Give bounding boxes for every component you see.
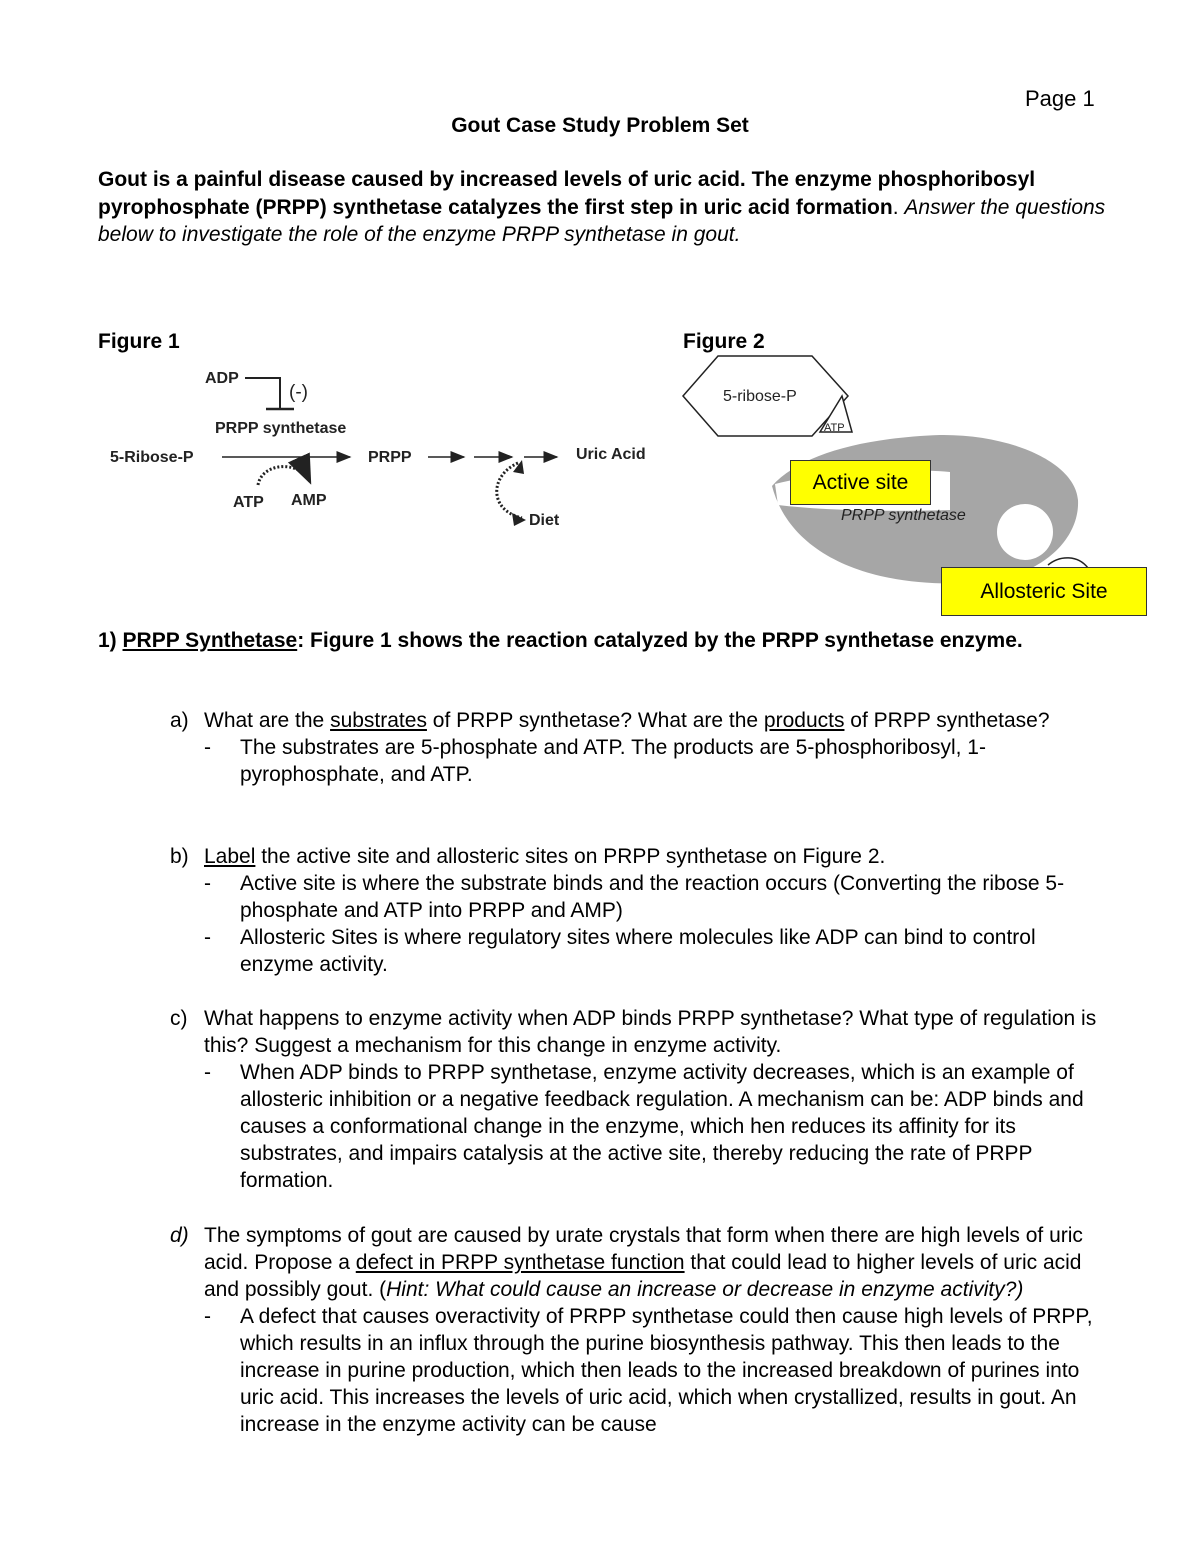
question-a	[170, 707, 1110, 788]
page-number: Page 1	[1025, 86, 1095, 111]
question-c-letter: c)	[170, 1007, 188, 1030]
question-d-defect: defect in PRPP synthetase function	[355, 1251, 685, 1274]
amp-label: AMP	[291, 492, 327, 509]
section-1-title: PRPP Synthetase	[122, 629, 298, 652]
enzyme-body-label: PRPP synthetase	[841, 507, 966, 524]
substrate-label: 5-Ribose-P	[110, 449, 194, 466]
intro-bold-text: Gout is a painful disease caused by increased levels of uric acid. The enzyme phosphoribosyl pyrophosphate (PRPP) synthetase catalyzes the first step in uric acid formation	[98, 168, 1036, 219]
answer-b-1: - Active site is where the substrate binds and the reaction occurs (Converting the ribose 5-phosphate and ATP into PRPP and AMP)	[204, 872, 1065, 922]
question-d	[170, 1222, 1110, 1438]
active-site-label-box: Active site	[790, 460, 931, 505]
answer-c-text: When ADP binds to PRPP synthetase, enzyme activity decreases, which is an example of allosteric inhibition or a negative feedback regulation. A mechanism can be: ADP binds and causes a conformational change in the enzyme, which hen reduces its affinity for its substrates, and impairs catalysis at the active site, thereby reducing the rate of PRPP formation.	[240, 1061, 1084, 1192]
intro-dot: .	[892, 195, 899, 219]
inhibition-line	[245, 378, 280, 408]
question-b	[170, 843, 1110, 978]
figure-2-label: Figure 2	[683, 330, 765, 353]
inhibition-sign: (-)	[289, 382, 308, 403]
page-title: Gout Case Study Problem Set	[451, 114, 749, 137]
diet-arrowhead-top	[513, 460, 524, 474]
question-d-letter: d)	[170, 1224, 189, 1247]
question-a-part2: of PRPP synthetase? What are the	[426, 709, 764, 732]
question-a-part3: of PRPP synthetase?	[844, 709, 1050, 732]
question-a-text	[204, 707, 1110, 734]
uric-acid-label: Uric Acid	[576, 446, 646, 463]
adp-label: ADP	[205, 370, 239, 387]
answer-b-1-text: Active site is where the substrate binds and the reaction occurs (Converting the ribose 5-phosphate and ATP into PRPP and AMP)	[240, 872, 1065, 922]
answer-b-2-text: Allosteric Sites is where regulatory sites where molecules like ADP can bind to control enzyme activity.	[240, 926, 1036, 976]
section-1-heading	[98, 627, 1098, 655]
question-d-text	[204, 1222, 1110, 1303]
question-a-substrates: substrates	[330, 709, 427, 732]
answer-c: - When ADP binds to PRPP synthetase, enzyme activity decreases, which is an example of allosteric inhibition or a negative feedback regulation. A mechanism can be: ADP binds and causes a conformational change in the enzyme, which hen reduces its affinity for its substrates, and impairs catalysis at the active site, thereby reducing the rate of PRPP formation.	[204, 1061, 1084, 1192]
answer-d: - A defect that causes overactivity of PRPP synthetase could then cause high levels of PRPP, which results in an influx through the purine biosynthesis pathway. This then leads to the increase in purine production, which then leads to the increased breakdown of purines into uric acid. This increases the levels of uric acid, which when crystallized, results in gout. An increase in the enzyme activity can be cause	[204, 1305, 1093, 1436]
section-1-number: 1)	[98, 629, 123, 652]
diet-arrowhead	[512, 513, 526, 526]
question-c	[170, 1005, 1110, 1194]
question-b-label-word: Label	[204, 845, 256, 868]
enzyme-label: PRPP synthetase	[215, 420, 347, 437]
product-label: PRPP	[368, 449, 412, 466]
substrate-hexagon-label: 5-ribose-P	[723, 388, 797, 405]
question-d-part2: that could lead to higher levels of uric acid and possibly gout. (	[204, 1251, 1082, 1301]
answer-a-text: The substrates are 5-phosphate and ATP. The products are 5-phosphoribosyl, 1-pyrophosphate, and ATP.	[240, 736, 986, 786]
answer-d-text: A defect that causes overactivity of PRPP synthetase could then cause high levels of PRPP, which results in an influx through the purine biosynthesis pathway. This then leads to the increase in purine production, which then leads to the increased breakdown of purines into uric acid. This increases the levels of uric acid, which when crystallized, results in gout. An increase in the enzyme activity can be cause	[240, 1305, 1093, 1436]
intro-instruction: Answer the questions below to investigate the role of the enzyme PRPP synthetase in gout.	[98, 195, 1106, 246]
figure-1-label: Figure 1	[98, 330, 180, 353]
question-d-hint: Hint: What could cause an increase or decrease in enzyme activity?)	[386, 1278, 1024, 1301]
question-b-rest: the active site and allosteric sites on PRPP synthetase on Figure 2.	[255, 845, 886, 868]
question-b-text	[204, 843, 1110, 870]
question-b-letter: b)	[170, 845, 189, 868]
question-d-part1: The symptoms of gout are caused by urate crystals that form when there are high levels of uric acid. Propose a	[204, 1224, 1083, 1274]
question-a-part1: What are the	[204, 709, 331, 732]
answer-a: - The substrates are 5-phosphate and ATP. The products are 5-phosphoribosyl, 1-pyrophosphate, and ATP.	[204, 736, 986, 786]
atp-amp-arrow	[258, 467, 310, 485]
figure-1-diagram	[0, 0, 1200, 620]
allosteric-site-label-box: Allosteric Site	[941, 567, 1147, 616]
question-a-letter: a)	[170, 709, 189, 732]
answer-b-2: - Allosteric Sites is where regulatory sites where molecules like ADP can bind to control enzyme activity.	[204, 926, 1036, 976]
question-a-products: products	[763, 709, 845, 732]
atp-label: ATP	[233, 494, 264, 511]
section-1-description: : Figure 1 shows the reaction catalyzed by the PRPP synthetase enzyme.	[297, 629, 1023, 652]
atp-triangle-label: ATP	[824, 422, 845, 434]
question-c-text: What happens to enzyme activity when ADP binds PRPP synthetase? What type of regulation is this? Suggest a mechanism for this change in enzyme activity.	[204, 1007, 1097, 1057]
diet-label: Diet	[529, 512, 560, 529]
allosteric-pocket	[997, 504, 1053, 560]
